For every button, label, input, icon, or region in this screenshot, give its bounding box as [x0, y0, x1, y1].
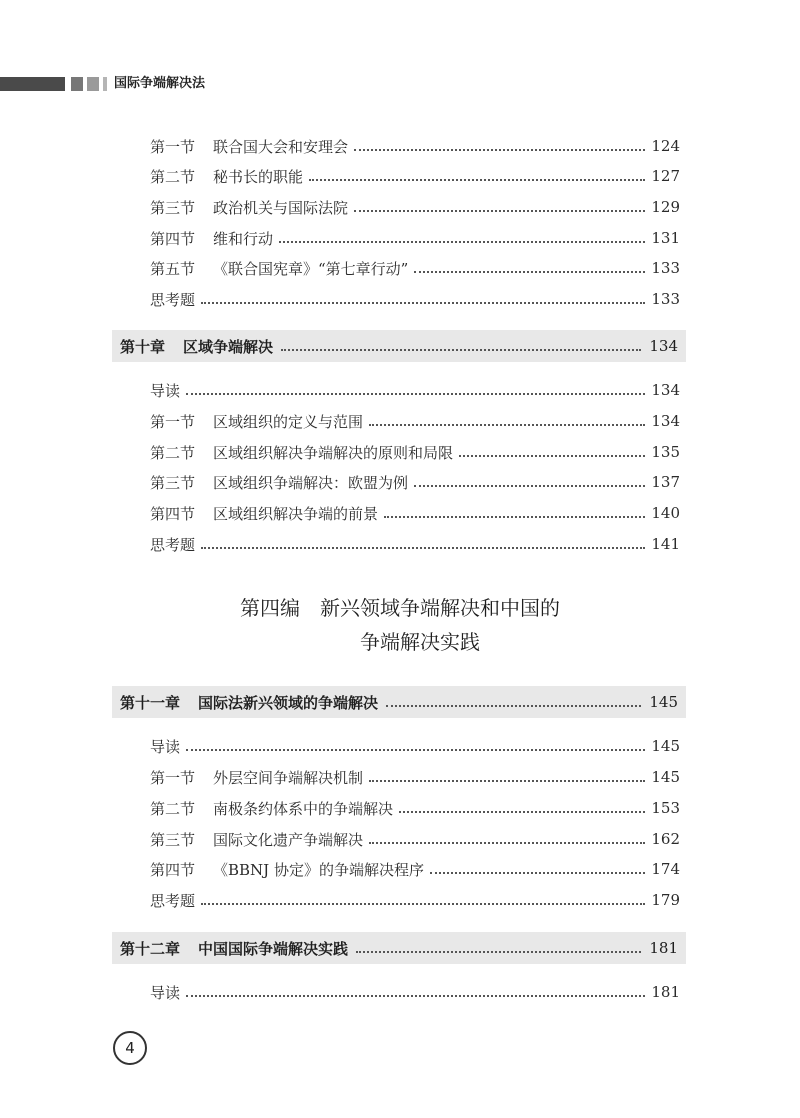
- section-title: 国际文化遗产争端解决: [213, 830, 364, 849]
- section-title: 区域组织解决争端解决的原则和局限: [213, 443, 454, 462]
- chapter-label: 第十二章: [120, 939, 181, 958]
- chapter-label: 第十一章: [120, 693, 181, 712]
- leader-dots: [369, 780, 645, 782]
- toc-entry[interactable]: [150, 378, 680, 402]
- leader-dots: [279, 241, 645, 243]
- toc-entry[interactable]: [150, 857, 680, 881]
- toc-entry[interactable]: [150, 226, 680, 250]
- leader-dots: [201, 547, 645, 549]
- part-heading-line2: 争端解决实践: [360, 630, 480, 654]
- leader-dots: [399, 811, 645, 813]
- toc-entry[interactable]: [150, 532, 680, 556]
- leader-dots: [384, 516, 645, 518]
- section-title: 秘书长的职能: [213, 167, 304, 186]
- leader-dots: [186, 995, 645, 997]
- page-number: 153: [651, 799, 680, 817]
- page-number: 145: [651, 737, 680, 755]
- leader-dots: [281, 349, 641, 351]
- chapter-title: 中国国际争端解决实践: [198, 939, 349, 958]
- book-title: 国际争端解决法: [114, 76, 206, 91]
- page-number: 140: [651, 504, 680, 522]
- page-number: 131: [651, 229, 680, 247]
- section-title: 南极条约体系中的争端解决: [213, 799, 394, 818]
- page-number: 134: [651, 381, 680, 399]
- leader-dots: [414, 271, 645, 273]
- toc-entry[interactable]: [150, 796, 680, 820]
- section-label: 第三节: [150, 198, 196, 217]
- header-square: [87, 77, 99, 91]
- section-label: 第三节: [150, 473, 196, 492]
- leader-dots: [369, 424, 645, 426]
- page-number: 174: [651, 860, 680, 878]
- toc-entry[interactable]: [150, 888, 680, 912]
- page-number: 127: [651, 167, 680, 185]
- toc-entry[interactable]: [150, 765, 680, 789]
- page-number: 137: [651, 473, 680, 491]
- section-label: 导读: [150, 737, 181, 756]
- section-label: 第一节: [150, 137, 196, 156]
- chapter-heading[interactable]: [112, 932, 686, 964]
- toc-entry[interactable]: [150, 440, 680, 464]
- toc-entry[interactable]: [150, 980, 680, 1004]
- leader-dots: [430, 872, 645, 874]
- leader-dots: [414, 485, 645, 487]
- section-label: 思考题: [150, 535, 196, 554]
- section-title: 外层空间争端解决机制: [213, 768, 364, 787]
- page-number: 133: [651, 259, 680, 277]
- chapter-heading[interactable]: [112, 686, 686, 718]
- section-label: 第一节: [150, 412, 196, 431]
- section-title: 区域组织解决争端的前景: [213, 504, 379, 523]
- leader-dots: [201, 302, 645, 304]
- leader-dots: [369, 842, 645, 844]
- section-label: 第三节: [150, 830, 196, 849]
- section-title: 《BBNJ 协定》的争端解决程序: [213, 860, 424, 879]
- section-label: 思考题: [150, 290, 196, 309]
- chapter-title: 国际法新兴领域的争端解决: [198, 693, 379, 712]
- toc-entry[interactable]: [150, 501, 680, 525]
- toc-entry[interactable]: [150, 287, 680, 311]
- section-title: 区域组织的定义与范围: [213, 412, 364, 431]
- page-number: 145: [651, 768, 680, 786]
- section-label: 第二节: [150, 167, 196, 186]
- section-label: 第二节: [150, 443, 196, 462]
- section-label: 思考题: [150, 891, 196, 910]
- leader-dots: [309, 179, 645, 181]
- header-bar: [0, 77, 65, 91]
- leader-dots: [186, 749, 645, 751]
- section-title: 维和行动: [213, 229, 274, 248]
- section-label: 第一节: [150, 768, 196, 787]
- toc-entry[interactable]: [150, 409, 680, 433]
- section-label: 导读: [150, 983, 181, 1002]
- leader-dots: [459, 455, 645, 457]
- section-label: 第五节: [150, 259, 196, 278]
- toc-entry[interactable]: [150, 164, 680, 188]
- section-title: 政治机关与国际法院: [213, 198, 349, 217]
- leader-dots: [186, 393, 645, 395]
- page-number: 179: [651, 891, 680, 909]
- leader-dots: [356, 951, 641, 953]
- part-heading-line1: 第四编 新兴领域争端解决和中国的: [240, 596, 560, 620]
- section-title: 区域组织争端解决：欧盟为例: [213, 473, 409, 492]
- header-square: [103, 77, 107, 91]
- leader-dots: [354, 149, 645, 151]
- page-number: 181: [651, 983, 680, 1001]
- section-label: 第四节: [150, 504, 196, 523]
- page-number: 134: [651, 412, 680, 430]
- page-number: 181: [649, 939, 678, 957]
- leader-dots: [201, 903, 645, 905]
- page-number: 124: [651, 137, 680, 155]
- running-header: [0, 74, 800, 94]
- page-number-badge: 4: [113, 1031, 147, 1065]
- page-number: 145: [649, 693, 678, 711]
- page-number: 133: [651, 290, 680, 308]
- toc-entry[interactable]: [150, 134, 680, 158]
- page-number: 135: [651, 443, 680, 461]
- page-number: 129: [651, 198, 680, 216]
- toc-entry[interactable]: [150, 470, 680, 494]
- leader-dots: [386, 705, 641, 707]
- page-number: 162: [651, 830, 680, 848]
- section-label: 导读: [150, 381, 181, 400]
- page-number: 141: [651, 535, 680, 553]
- header-square: [71, 77, 83, 91]
- section-title: 《联合国宪章》“第七章行动”: [213, 259, 409, 278]
- toc-entry[interactable]: [150, 195, 680, 219]
- toc-entry[interactable]: [150, 827, 680, 851]
- section-label: 第四节: [150, 860, 196, 879]
- chapter-label: 第十章: [120, 337, 166, 356]
- toc-entry[interactable]: [150, 256, 680, 280]
- page-number: 134: [649, 337, 678, 355]
- section-label: 第四节: [150, 229, 196, 248]
- chapter-title: 区域争端解决: [183, 337, 274, 356]
- chapter-heading[interactable]: [112, 330, 686, 362]
- section-title: 联合国大会和安理会: [213, 137, 349, 156]
- toc-entry[interactable]: [150, 734, 680, 758]
- leader-dots: [354, 210, 645, 212]
- section-label: 第二节: [150, 799, 196, 818]
